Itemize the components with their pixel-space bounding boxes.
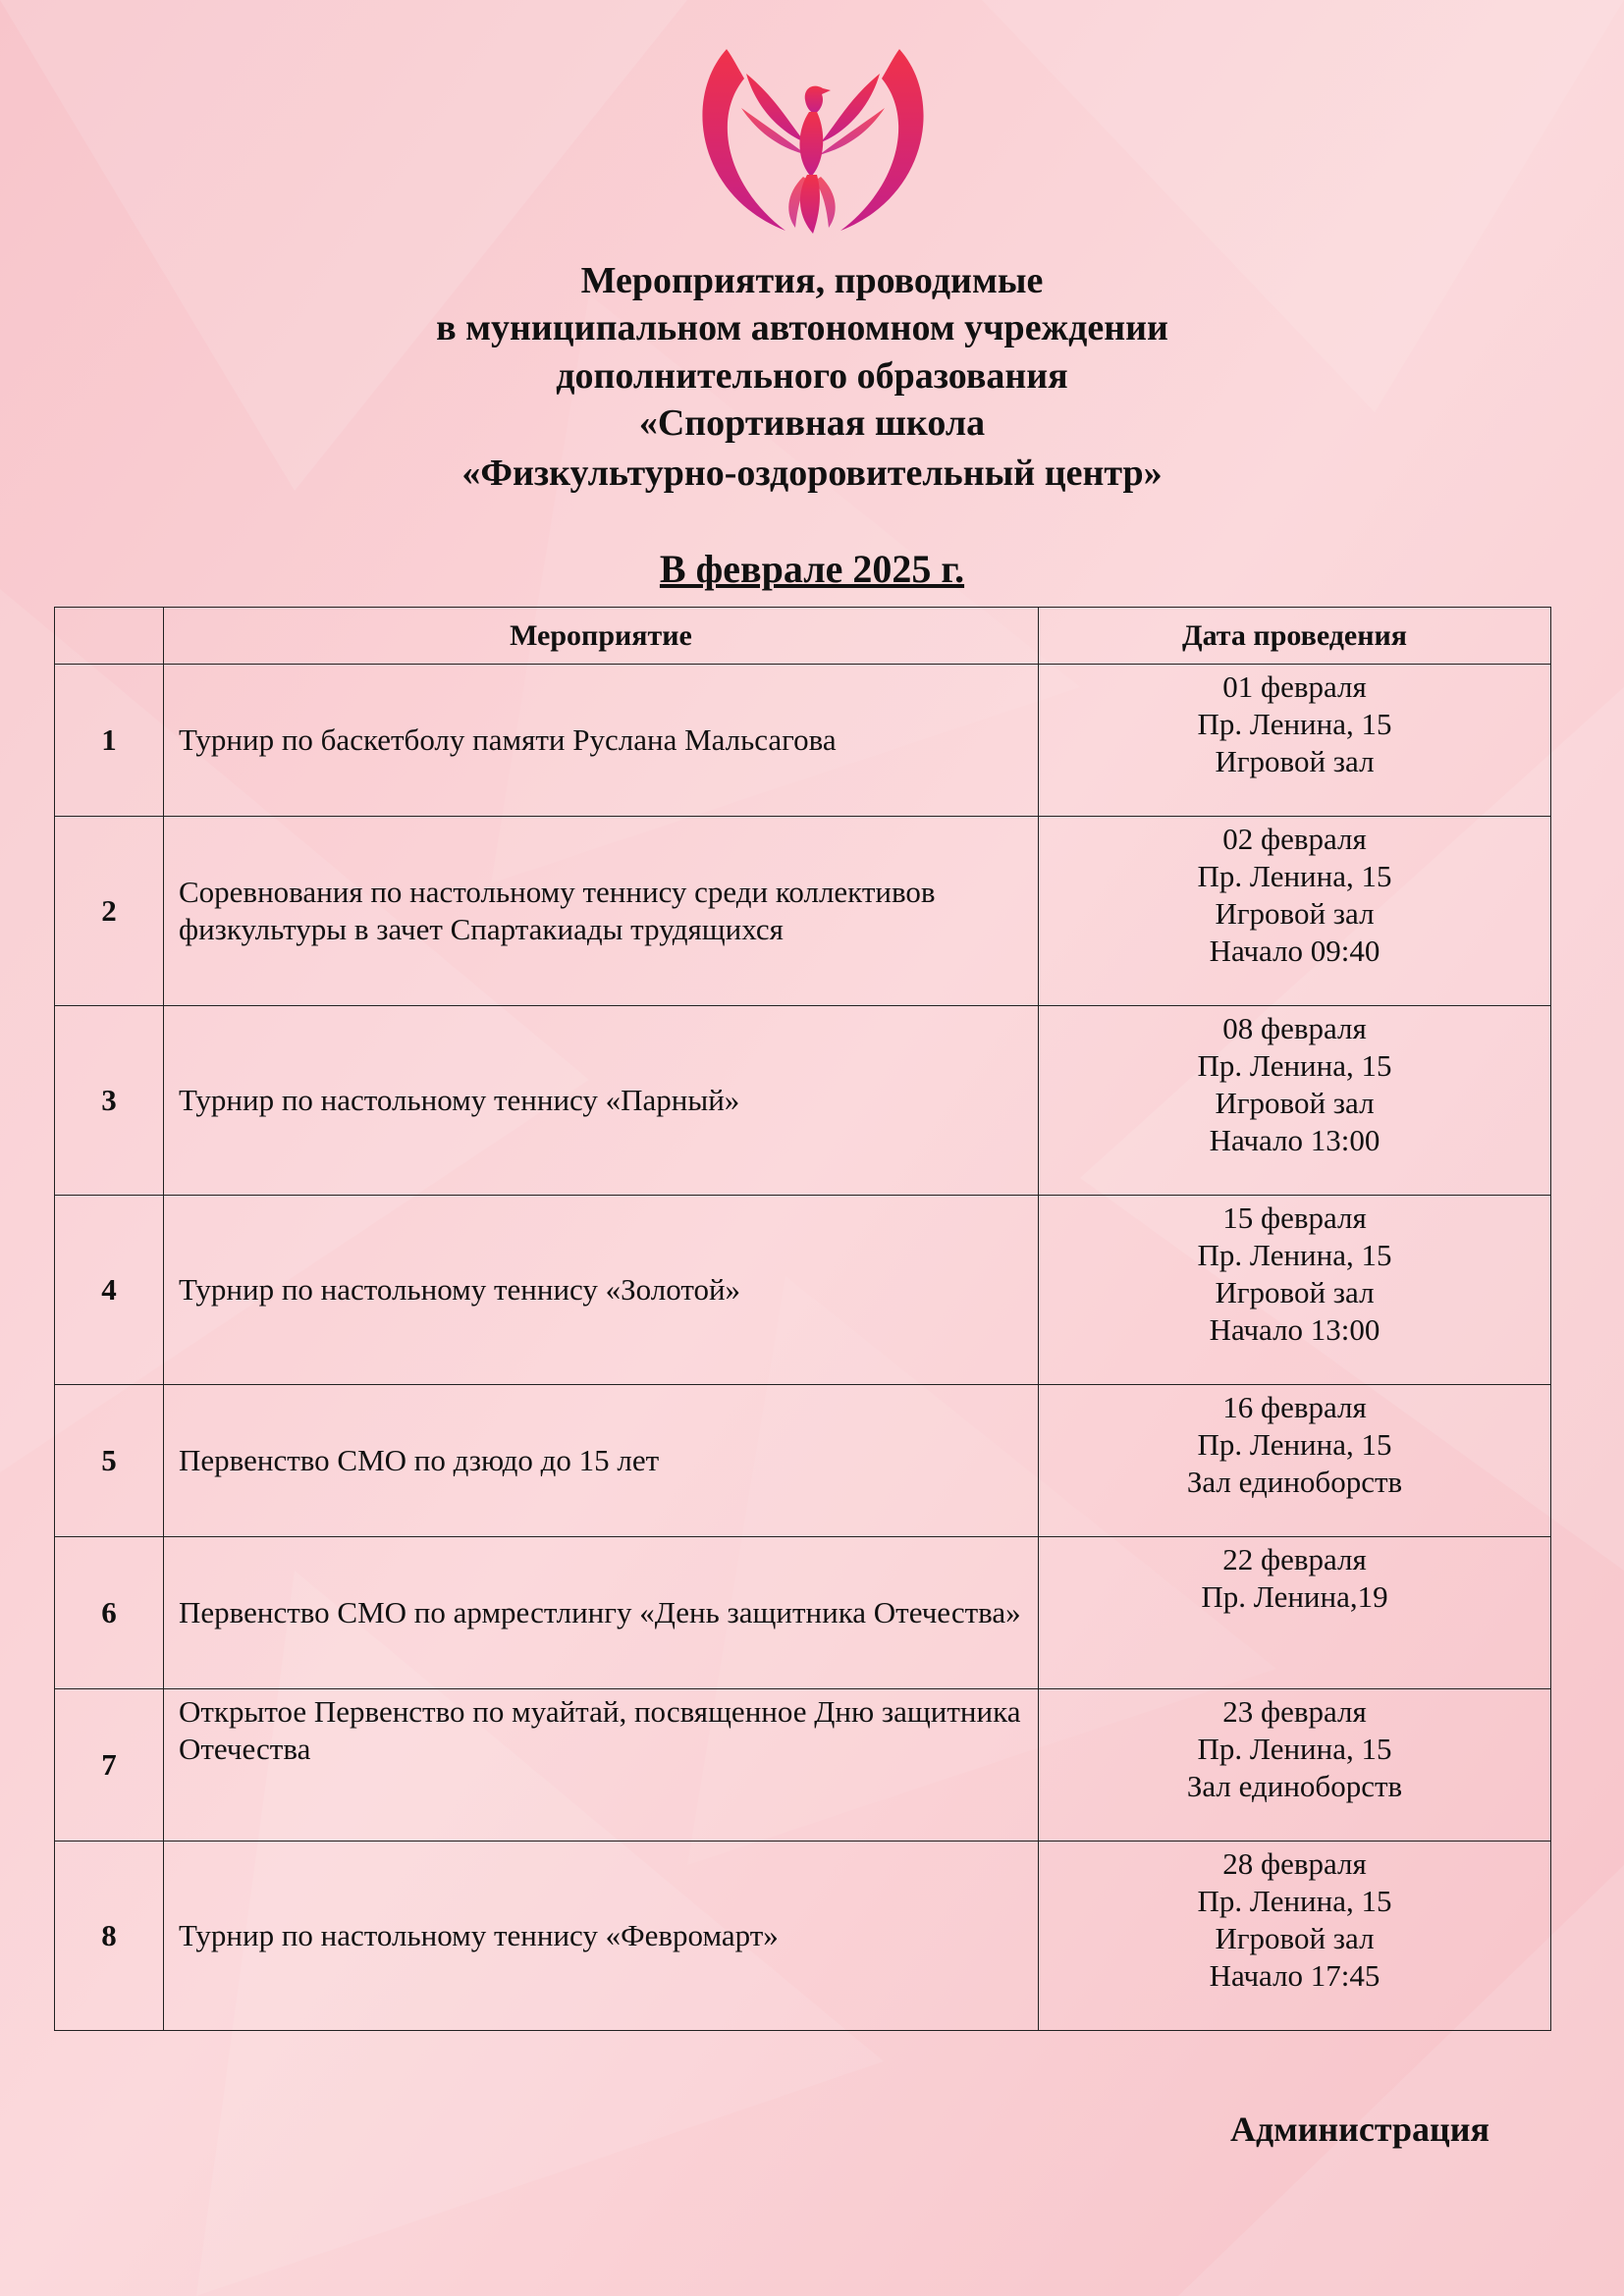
event-start-time: Начало 09:40 (1209, 934, 1380, 968)
event-date: 01 февраля (1222, 669, 1367, 704)
event-date-cell (1039, 1842, 1551, 2031)
event-venue: Игровой зал (1215, 1921, 1375, 1955)
column-header-event: Мероприятие (164, 608, 1039, 665)
event-address: Пр. Ленина, 15 (1197, 707, 1392, 741)
event-start-time: Начало 13:00 (1209, 1312, 1380, 1347)
event-address: Пр. Ленина, 15 (1197, 1427, 1392, 1462)
table-row (55, 1842, 1551, 2031)
event-start-time: Начало 17:45 (1209, 1958, 1380, 1993)
header-line-2: в муниципальном автономном учреждении (436, 307, 1168, 348)
table-row (55, 817, 1551, 1006)
event-date-cell (1039, 1006, 1551, 1196)
event-start-time: Начало 13:00 (1209, 1123, 1380, 1157)
event-address: Пр. Ленина, 15 (1197, 859, 1392, 893)
event-address: Пр. Ленина, 15 (1197, 1048, 1392, 1083)
table-row (55, 1006, 1551, 1196)
event-venue: Зал единоборств (1186, 1465, 1403, 1499)
table-header-row (55, 608, 1551, 665)
phoenix-icon (687, 39, 939, 241)
header-line-1: Мероприятия, проводимые (580, 260, 1044, 301)
event-date-cell (1039, 1689, 1551, 1842)
table-row (55, 665, 1551, 817)
event-venue: Игровой зал (1215, 744, 1375, 778)
column-header-number (55, 608, 164, 665)
header-line-4: «Спортивная школа (638, 402, 986, 444)
event-date-cell (1039, 1385, 1551, 1537)
event-date-cell (1039, 665, 1551, 817)
row-number: 1 (55, 665, 164, 817)
event-name: Турнир по баскетболу памяти Руслана Мальсагова (164, 665, 1039, 817)
signature-administration: Администрация (1229, 2109, 1489, 2149)
table-row (55, 1537, 1551, 1689)
event-date: 23 февраля (1222, 1694, 1367, 1729)
table-row (55, 1196, 1551, 1385)
event-date: 28 февраля (1222, 1846, 1367, 1881)
table-row (55, 1689, 1551, 1842)
event-venue: Игровой зал (1215, 896, 1375, 931)
event-address: Пр. Ленина, 15 (1197, 1732, 1392, 1766)
row-number: 6 (55, 1537, 164, 1689)
table-row (55, 1385, 1551, 1537)
event-date-cell (1039, 817, 1551, 1006)
events-table (54, 607, 1551, 2031)
period-title: В феврале 2025 г. (659, 547, 965, 591)
event-name: Турнир по настольному теннису «Февромарт» (164, 1842, 1039, 2031)
event-address: Пр. Ленина,19 (1201, 1579, 1388, 1614)
event-name: Первенство СМО по армрестлингу «День защитника Отечества» (164, 1537, 1039, 1689)
row-number: 2 (55, 817, 164, 1006)
event-name: Открытое Первенство по муайтай, посвященное Дню защитника Отечества (164, 1689, 1039, 1842)
event-name: Турнир по настольному теннису «Золотой» (164, 1196, 1039, 1385)
row-number: 8 (55, 1842, 164, 2031)
event-address: Пр. Ленина, 15 (1197, 1884, 1392, 1918)
column-header-date: Дата проведения (1039, 608, 1551, 665)
event-date: 15 февраля (1222, 1201, 1367, 1235)
event-date-cell (1039, 1537, 1551, 1689)
event-date: 08 февраля (1222, 1011, 1367, 1045)
event-name: Первенство СМО по дзюдо до 15 лет (164, 1385, 1039, 1537)
row-number: 7 (55, 1689, 164, 1842)
event-date: 02 февраля (1222, 822, 1367, 856)
event-name: Турнир по настольному теннису «Парный» (164, 1006, 1039, 1196)
row-number: 5 (55, 1385, 164, 1537)
event-date: 22 февраля (1222, 1542, 1367, 1576)
event-venue: Игровой зал (1215, 1086, 1375, 1120)
event-date-cell (1039, 1196, 1551, 1385)
row-number: 3 (55, 1006, 164, 1196)
event-name: Соревнования по настольному теннису среди коллективов физкультуры в зачет Спартакиады трудящихся (164, 817, 1039, 1006)
event-date: 16 февраля (1222, 1390, 1367, 1424)
event-venue: Зал единоборств (1186, 1769, 1403, 1803)
event-address: Пр. Ленина, 15 (1197, 1238, 1392, 1272)
header-line-5: «Физкультурно-оздоровительный центр» (461, 453, 1163, 494)
header-line-3: дополнительного образования (556, 355, 1068, 397)
row-number: 4 (55, 1196, 164, 1385)
event-venue: Игровой зал (1215, 1275, 1375, 1309)
